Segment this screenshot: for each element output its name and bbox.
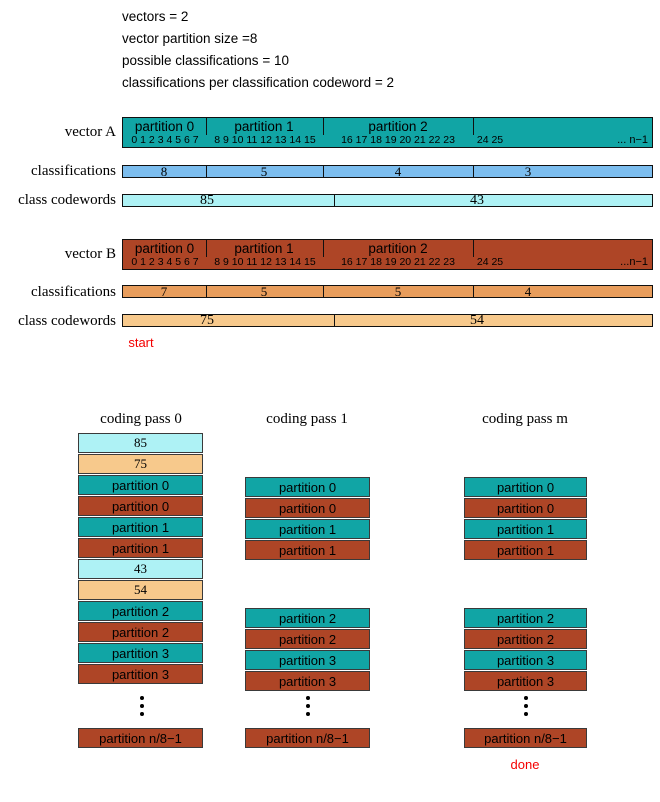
classification-value: 5	[260, 283, 268, 299]
classifications-b-bar	[122, 285, 653, 298]
codeword-value: 75	[200, 312, 214, 328]
passm-partition-cell: partition 1	[464, 519, 587, 539]
ellipsis-dots	[523, 696, 528, 720]
pass1-partition-cell: partition 3	[245, 650, 370, 670]
start-label: start	[128, 335, 154, 350]
passm-partition-cell: partition 1	[464, 540, 587, 560]
codewords-a-label: class codewords	[18, 192, 116, 208]
divider	[323, 118, 324, 135]
pass0-partition-cell: partition 2	[78, 622, 203, 642]
passm-partition-cell: partition 0	[464, 477, 587, 497]
codewords-a-bar	[122, 194, 653, 207]
vector-a-partition-2: partition 2	[368, 119, 428, 134]
divider	[206, 240, 207, 257]
passm-partition-cell: partition 2	[464, 629, 587, 649]
pass0-codeword-cell: 85	[78, 433, 203, 453]
coding-pass-0-label: coding pass 0	[100, 411, 182, 427]
divider	[323, 286, 324, 297]
divider	[206, 286, 207, 297]
vector-b-samples-16-23: 16 17 18 19 20 21 22 23	[341, 256, 455, 268]
divider	[334, 315, 335, 326]
passm-partition-cell: partition 2	[464, 608, 587, 628]
pass1-partition-cell: partition 0	[245, 498, 370, 518]
divider	[206, 166, 207, 177]
classification-value: 4	[394, 163, 402, 179]
pass0-partition-cell: partition 3	[78, 643, 203, 663]
coding-pass-1-group2	[245, 608, 370, 692]
vector-b-samples-24-25: 24 25	[476, 256, 504, 268]
pass1-partition-cell: partition 1	[245, 519, 370, 539]
classification-value: 5	[394, 283, 402, 299]
vector-a-samples-24-25: 24 25	[476, 134, 504, 146]
param-partition-size: vector partition size =8	[122, 31, 258, 46]
pass0-partition-cell: partition 2	[78, 601, 203, 621]
pass0-codeword-cell: 43	[78, 559, 203, 579]
classification-value: 7	[160, 283, 168, 299]
pass1-partition-cell: partition 2	[245, 629, 370, 649]
vector-a-tail: ... n−1	[617, 134, 648, 146]
passm-partition-cell: partition 0	[464, 498, 587, 518]
pass0-partition-cell: partition n/8−1	[78, 728, 203, 748]
pass1-partition-cell: partition n/8−1	[245, 728, 370, 748]
pass0-partition-cell: partition 1	[78, 517, 203, 537]
classification-value: 4	[524, 283, 532, 299]
done-label: done	[510, 757, 540, 772]
vector-b-bar	[122, 239, 653, 270]
classification-value: 5	[260, 163, 268, 179]
classifications-a-bar	[122, 165, 653, 178]
divider	[473, 118, 474, 135]
vector-b-samples-8-15: 8 9 10 11 12 13 14 15	[214, 256, 316, 268]
pass0-partition-cell: partition 1	[78, 538, 203, 558]
divider	[473, 166, 474, 177]
pass1-last-row	[245, 728, 370, 749]
pass1-partition-cell: partition 2	[245, 608, 370, 628]
classification-value: 3	[524, 163, 532, 179]
divider	[323, 240, 324, 257]
pass0-partition-cell: partition 0	[78, 496, 203, 516]
codeword-value: 85	[200, 192, 214, 208]
divider	[206, 118, 207, 135]
param-vectors: vectors = 2	[122, 9, 189, 24]
vector-b-label: vector B	[64, 246, 116, 262]
coding-pass-1-group1	[245, 477, 370, 561]
pass1-partition-cell: partition 0	[245, 477, 370, 497]
vector-a-partition-1: partition 1	[234, 119, 294, 134]
ellipsis-dots	[139, 696, 144, 720]
pass0-codeword-cell: 75	[78, 454, 203, 474]
pass0-codeword-cell: 54	[78, 580, 203, 600]
coding-pass-0-stack	[78, 433, 203, 685]
coding-pass-m-group2	[464, 608, 587, 692]
coding-pass-1-label: coding pass 1	[266, 411, 348, 427]
passm-last-row	[464, 728, 587, 749]
param-classifications-per-codeword: classifications per classification codeword = 2	[122, 75, 395, 90]
passm-partition-cell: partition 3	[464, 650, 587, 670]
passm-partition-cell: partition n/8−1	[464, 728, 587, 748]
ellipsis-dots	[305, 696, 310, 720]
codewords-b-label: class codewords	[18, 313, 116, 329]
codewords-b-bar	[122, 314, 653, 327]
classification-value: 8	[160, 163, 168, 179]
coding-pass-m-label: coding pass m	[482, 411, 568, 427]
pass1-partition-cell: partition 1	[245, 540, 370, 560]
vector-a-label: vector A	[64, 124, 116, 140]
divider	[334, 195, 335, 206]
divider	[323, 166, 324, 177]
coding-pass-m-group1	[464, 477, 587, 561]
codeword-value: 43	[470, 192, 484, 208]
divider	[473, 240, 474, 257]
vector-a-samples-8-15: 8 9 10 11 12 13 14 15	[214, 134, 316, 146]
passm-partition-cell: partition 3	[464, 671, 587, 691]
pass0-partition-cell: partition 3	[78, 664, 203, 684]
vector-a-partition-0: partition 0	[134, 119, 195, 134]
classifications-a-label: classifications	[31, 163, 116, 179]
vector-a-samples-0-7: 0 1 2 3 4 5 6 7	[131, 134, 199, 146]
pass0-partition-cell: partition 0	[78, 475, 203, 495]
vector-b-partition-0: partition 0	[134, 241, 195, 256]
classifications-b-label: classifications	[31, 284, 116, 300]
param-possible-classifications: possible classifications = 10	[122, 53, 289, 68]
vector-b-partition-1: partition 1	[234, 241, 294, 256]
vector-a-samples-16-23: 16 17 18 19 20 21 22 23	[341, 134, 455, 146]
codeword-value: 54	[470, 312, 484, 328]
vector-b-samples-0-7: 0 1 2 3 4 5 6 7	[131, 256, 199, 268]
pass1-partition-cell: partition 3	[245, 671, 370, 691]
vector-a-bar	[122, 117, 653, 148]
vector-b-partition-2: partition 2	[368, 241, 428, 256]
divider	[473, 286, 474, 297]
pass0-last-row	[78, 728, 203, 749]
vector-b-tail: ...n−1	[620, 256, 648, 268]
